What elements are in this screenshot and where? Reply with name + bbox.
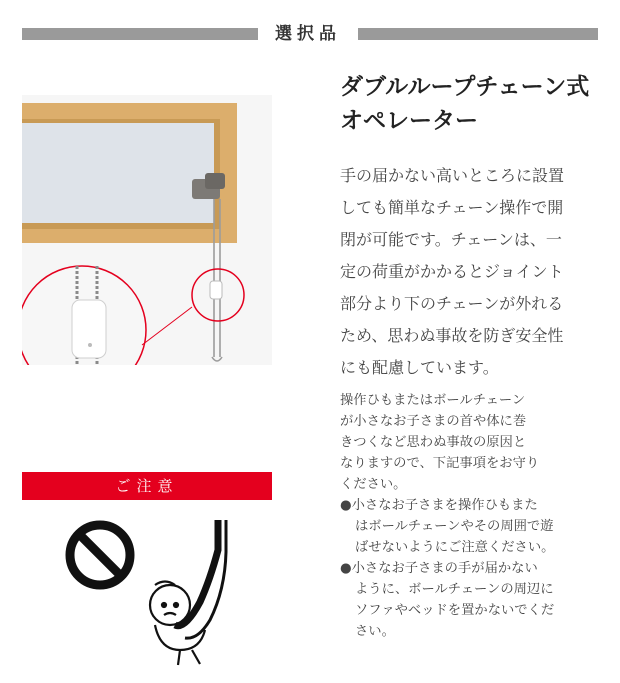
caution-bullet-cont: ように、ボールチェーンの周辺に	[355, 582, 554, 597]
description-line: 定の荷重がかかるとジョイント	[340, 262, 564, 281]
caution-bullet-cont: はボールチェーンやその周囲で遊	[355, 519, 554, 534]
note-line: なりますので、下記事項をお守り	[340, 456, 540, 471]
caution-bullet-cont: ばせないようにご注意ください。	[355, 540, 555, 555]
description-line: 手の届かない高いところに設置	[340, 166, 565, 185]
description-line: しても簡単なチェーン操作で開	[340, 198, 564, 217]
product-photo	[22, 95, 272, 365]
note-line: 操作ひもまたはボールチェーン	[340, 393, 526, 408]
header-rule-right	[358, 28, 598, 40]
caution-badge: ご注意	[22, 472, 272, 500]
note-line: ください。	[340, 477, 407, 492]
caution-bullet: ●小さなお子さまを操作ひもまた	[340, 498, 538, 513]
caution-bullet: ●小さなお子さまの手が届かない	[340, 561, 538, 576]
caution-bullet-cont: ソファやベッドを置かないでくだ	[355, 603, 555, 618]
cord-icon	[175, 520, 218, 626]
caution-bullet-cont: さい。	[355, 624, 395, 639]
description-line: 部分より下のチェーンが外れる	[340, 294, 564, 313]
description-line: ため、思わぬ事故を防ぎ安全性	[340, 326, 564, 345]
description-line: 閉が可能です。チェーンは、一	[340, 230, 562, 249]
section-title: 選択品	[275, 24, 341, 44]
product-title	[340, 70, 600, 138]
prohibited-icon	[70, 525, 130, 585]
product-description	[340, 160, 602, 384]
product-title-line: オペレーター	[340, 108, 478, 134]
caution-illustration	[60, 510, 240, 670]
note-line: きつくなど思わぬ事故の原因と	[340, 435, 527, 450]
product-title-line: ダブルループチェーン式	[340, 74, 590, 100]
note-line: が小さなお子さまの首や体に巻	[340, 414, 527, 429]
header-rule-left	[22, 28, 258, 40]
caution-note	[340, 390, 602, 642]
description-line: にも配慮しています。	[340, 358, 499, 377]
